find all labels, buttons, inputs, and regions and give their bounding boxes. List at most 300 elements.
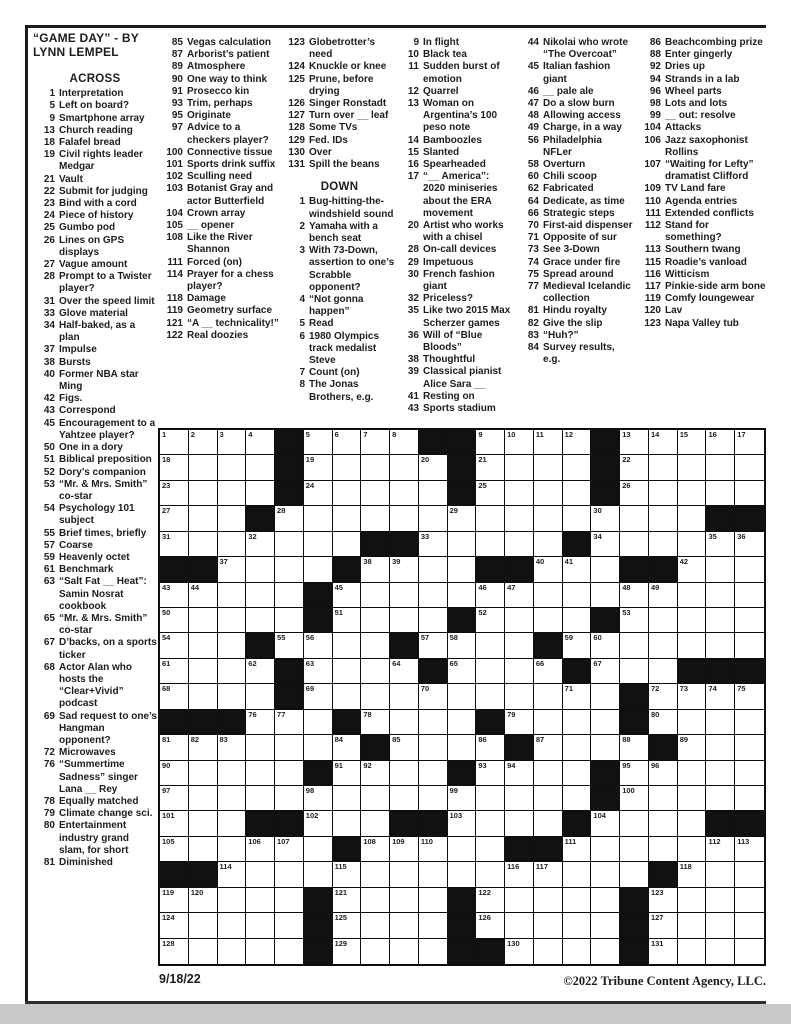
grid-cell[interactable] [218, 761, 247, 786]
grid-cell[interactable] [275, 557, 304, 582]
grid-cell[interactable] [706, 633, 735, 658]
grid-cell[interactable] [649, 481, 678, 506]
grid-cell[interactable] [189, 939, 218, 964]
grid-cell[interactable] [563, 557, 592, 582]
grid-cell[interactable] [361, 888, 390, 913]
grid-cell[interactable] [419, 939, 448, 964]
grid-cell[interactable] [591, 684, 620, 709]
grid-cell[interactable] [649, 506, 678, 531]
grid-cell[interactable] [189, 735, 218, 760]
grid-cell[interactable] [361, 455, 390, 480]
grid-cell[interactable] [706, 481, 735, 506]
grid-cell[interactable] [304, 506, 333, 531]
grid-cell[interactable] [189, 455, 218, 480]
grid-cell[interactable] [246, 557, 275, 582]
grid-cell[interactable] [735, 430, 764, 455]
grid-cell[interactable] [304, 811, 333, 836]
grid-cell[interactable] [160, 608, 189, 633]
grid-cell[interactable] [735, 455, 764, 480]
grid-cell[interactable] [304, 659, 333, 684]
grid-cell[interactable] [620, 481, 649, 506]
grid-cell[interactable] [275, 532, 304, 557]
grid-cell[interactable] [649, 913, 678, 938]
grid-cell[interactable] [591, 735, 620, 760]
grid-cell[interactable] [706, 455, 735, 480]
grid-cell[interactable] [563, 430, 592, 455]
grid-cell[interactable] [160, 684, 189, 709]
grid-cell[interactable] [706, 862, 735, 887]
grid-cell[interactable] [534, 888, 563, 913]
grid-cell[interactable] [534, 532, 563, 557]
grid-cell[interactable] [505, 633, 534, 658]
grid-cell[interactable] [160, 761, 189, 786]
grid-cell[interactable] [476, 913, 505, 938]
grid-cell[interactable] [591, 913, 620, 938]
grid-cell[interactable] [735, 608, 764, 633]
grid-cell[interactable] [246, 786, 275, 811]
grid-cell[interactable] [246, 430, 275, 455]
grid-cell[interactable] [678, 837, 707, 862]
grid-cell[interactable] [218, 455, 247, 480]
grid-cell[interactable] [361, 913, 390, 938]
grid-cell[interactable] [620, 761, 649, 786]
grid-cell[interactable] [160, 735, 189, 760]
grid-cell[interactable] [304, 837, 333, 862]
grid-cell[interactable] [419, 761, 448, 786]
grid-cell[interactable] [304, 430, 333, 455]
grid-cell[interactable] [534, 557, 563, 582]
grid-cell[interactable] [361, 837, 390, 862]
grid-cell[interactable] [189, 659, 218, 684]
grid-cell[interactable] [678, 735, 707, 760]
grid-cell[interactable] [246, 710, 275, 735]
grid-cell[interactable] [534, 608, 563, 633]
grid-cell[interactable] [620, 837, 649, 862]
grid-cell[interactable] [333, 659, 362, 684]
grid-cell[interactable] [505, 659, 534, 684]
grid-cell[interactable] [189, 481, 218, 506]
grid-cell[interactable] [304, 633, 333, 658]
grid-cell[interactable] [419, 837, 448, 862]
grid-cell[interactable] [275, 786, 304, 811]
grid-cell[interactable] [649, 532, 678, 557]
grid-cell[interactable] [304, 532, 333, 557]
grid-cell[interactable] [505, 913, 534, 938]
grid-cell[interactable] [534, 481, 563, 506]
grid-cell[interactable] [476, 888, 505, 913]
grid-cell[interactable] [448, 862, 477, 887]
grid-cell[interactable] [275, 888, 304, 913]
grid-cell[interactable] [361, 608, 390, 633]
grid-cell[interactable] [361, 761, 390, 786]
grid-cell[interactable] [304, 710, 333, 735]
grid-cell[interactable] [735, 939, 764, 964]
grid-cell[interactable] [505, 862, 534, 887]
grid-cell[interactable] [419, 455, 448, 480]
grid-cell[interactable] [706, 786, 735, 811]
grid-cell[interactable] [361, 684, 390, 709]
grid-cell[interactable] [505, 608, 534, 633]
grid-cell[interactable] [678, 608, 707, 633]
grid-cell[interactable] [218, 532, 247, 557]
grid-cell[interactable] [304, 557, 333, 582]
grid-cell[interactable] [246, 837, 275, 862]
grid-cell[interactable] [275, 506, 304, 531]
grid-cell[interactable] [620, 583, 649, 608]
grid-cell[interactable] [361, 430, 390, 455]
grid-cell[interactable] [246, 862, 275, 887]
grid-cell[interactable] [333, 684, 362, 709]
grid-cell[interactable] [390, 455, 419, 480]
grid-cell[interactable] [361, 939, 390, 964]
grid-cell[interactable] [505, 506, 534, 531]
grid-cell[interactable] [534, 659, 563, 684]
grid-cell[interactable] [419, 532, 448, 557]
grid-cell[interactable] [390, 939, 419, 964]
grid-cell[interactable] [563, 837, 592, 862]
grid-cell[interactable] [304, 735, 333, 760]
grid-cell[interactable] [563, 862, 592, 887]
grid-cell[interactable] [476, 761, 505, 786]
grid-cell[interactable] [591, 506, 620, 531]
grid-cell[interactable] [706, 710, 735, 735]
grid-cell[interactable] [505, 761, 534, 786]
grid-cell[interactable] [218, 608, 247, 633]
grid-cell[interactable] [620, 430, 649, 455]
grid-cell[interactable] [246, 659, 275, 684]
grid-cell[interactable] [160, 939, 189, 964]
grid-cell[interactable] [735, 786, 764, 811]
grid-cell[interactable] [419, 481, 448, 506]
grid-cell[interactable] [361, 557, 390, 582]
grid-cell[interactable] [275, 862, 304, 887]
grid-cell[interactable] [189, 786, 218, 811]
grid-cell[interactable] [678, 913, 707, 938]
grid-cell[interactable] [563, 583, 592, 608]
grid-cell[interactable] [160, 786, 189, 811]
grid-cell[interactable] [448, 659, 477, 684]
grid-cell[interactable] [735, 862, 764, 887]
grid-cell[interactable] [160, 583, 189, 608]
grid-cell[interactable] [275, 710, 304, 735]
grid-cell[interactable] [448, 506, 477, 531]
grid-cell[interactable] [534, 506, 563, 531]
grid-cell[interactable] [419, 608, 448, 633]
grid-cell[interactable] [189, 583, 218, 608]
grid-cell[interactable] [591, 532, 620, 557]
grid-cell[interactable] [218, 735, 247, 760]
grid-cell[interactable] [563, 684, 592, 709]
grid-cell[interactable] [218, 837, 247, 862]
grid-cell[interactable] [476, 633, 505, 658]
grid-cell[interactable] [333, 761, 362, 786]
grid-cell[interactable] [419, 710, 448, 735]
grid-cell[interactable] [505, 583, 534, 608]
grid-cell[interactable] [591, 659, 620, 684]
grid-cell[interactable] [218, 481, 247, 506]
grid-cell[interactable] [591, 862, 620, 887]
grid-cell[interactable] [735, 710, 764, 735]
grid-cell[interactable] [649, 608, 678, 633]
grid-cell[interactable] [160, 913, 189, 938]
grid-cell[interactable] [505, 481, 534, 506]
grid-cell[interactable] [505, 455, 534, 480]
grid-cell[interactable] [390, 761, 419, 786]
grid-cell[interactable] [591, 888, 620, 913]
grid-cell[interactable] [246, 455, 275, 480]
grid-cell[interactable] [476, 735, 505, 760]
grid-cell[interactable] [534, 786, 563, 811]
grid-cell[interactable] [620, 811, 649, 836]
grid-cell[interactable] [505, 532, 534, 557]
grid-cell[interactable] [218, 583, 247, 608]
grid-cell[interactable] [735, 888, 764, 913]
grid-cell[interactable] [706, 735, 735, 760]
grid-cell[interactable] [304, 481, 333, 506]
grid-cell[interactable] [218, 633, 247, 658]
grid-cell[interactable] [649, 811, 678, 836]
grid-cell[interactable] [678, 633, 707, 658]
grid-cell[interactable] [563, 506, 592, 531]
grid-cell[interactable] [448, 811, 477, 836]
grid-cell[interactable] [361, 633, 390, 658]
grid-cell[interactable] [505, 939, 534, 964]
grid-cell[interactable] [735, 684, 764, 709]
grid-cell[interactable] [534, 939, 563, 964]
grid-cell[interactable] [563, 710, 592, 735]
grid-cell[interactable] [189, 837, 218, 862]
grid-cell[interactable] [390, 837, 419, 862]
grid-cell[interactable] [534, 583, 563, 608]
grid-cell[interactable] [563, 608, 592, 633]
grid-cell[interactable] [246, 583, 275, 608]
grid-cell[interactable] [678, 557, 707, 582]
grid-cell[interactable] [333, 786, 362, 811]
grid-cell[interactable] [735, 913, 764, 938]
grid-cell[interactable] [678, 481, 707, 506]
grid-cell[interactable] [218, 506, 247, 531]
grid-cell[interactable] [476, 506, 505, 531]
grid-cell[interactable] [333, 608, 362, 633]
grid-cell[interactable] [563, 455, 592, 480]
grid-cell[interactable] [333, 939, 362, 964]
grid-cell[interactable] [246, 888, 275, 913]
grid-cell[interactable] [649, 659, 678, 684]
grid-cell[interactable] [160, 837, 189, 862]
grid-cell[interactable] [189, 633, 218, 658]
grid-cell[interactable] [448, 532, 477, 557]
grid-cell[interactable] [534, 430, 563, 455]
grid-cell[interactable] [505, 684, 534, 709]
grid-cell[interactable] [706, 430, 735, 455]
grid-cell[interactable] [333, 811, 362, 836]
grid-cell[interactable] [649, 710, 678, 735]
grid-cell[interactable] [706, 761, 735, 786]
grid-cell[interactable] [390, 684, 419, 709]
grid-cell[interactable] [620, 608, 649, 633]
grid-cell[interactable] [390, 888, 419, 913]
grid-cell[interactable] [333, 455, 362, 480]
grid-cell[interactable] [448, 710, 477, 735]
grid-cell[interactable] [218, 888, 247, 913]
grid-cell[interactable] [706, 557, 735, 582]
grid-cell[interactable] [649, 786, 678, 811]
grid-cell[interactable] [735, 532, 764, 557]
grid-cell[interactable] [304, 786, 333, 811]
grid-cell[interactable] [534, 684, 563, 709]
grid-cell[interactable] [620, 735, 649, 760]
grid-cell[interactable] [706, 608, 735, 633]
grid-cell[interactable] [448, 583, 477, 608]
grid-cell[interactable] [534, 710, 563, 735]
grid-cell[interactable] [246, 939, 275, 964]
grid-cell[interactable] [563, 761, 592, 786]
grid-cell[interactable] [218, 659, 247, 684]
grid-cell[interactable] [390, 913, 419, 938]
grid-cell[interactable] [706, 888, 735, 913]
grid-cell[interactable] [160, 532, 189, 557]
grid-cell[interactable] [419, 557, 448, 582]
grid-cell[interactable] [735, 735, 764, 760]
grid-cell[interactable] [534, 735, 563, 760]
grid-cell[interactable] [448, 735, 477, 760]
grid-cell[interactable] [361, 481, 390, 506]
grid-cell[interactable] [275, 913, 304, 938]
grid-cell[interactable] [706, 837, 735, 862]
grid-cell[interactable] [275, 837, 304, 862]
grid-cell[interactable] [563, 786, 592, 811]
grid-cell[interactable] [649, 633, 678, 658]
grid-cell[interactable] [246, 532, 275, 557]
grid-cell[interactable] [333, 888, 362, 913]
grid-cell[interactable] [591, 939, 620, 964]
grid-cell[interactable] [189, 532, 218, 557]
grid-cell[interactable] [735, 633, 764, 658]
grid-cell[interactable] [189, 430, 218, 455]
grid-cell[interactable] [563, 481, 592, 506]
grid-cell[interactable] [160, 659, 189, 684]
grid-cell[interactable] [419, 913, 448, 938]
grid-cell[interactable] [678, 710, 707, 735]
grid-cell[interactable] [534, 913, 563, 938]
grid-cell[interactable] [275, 939, 304, 964]
grid-cell[interactable] [505, 710, 534, 735]
grid-cell[interactable] [678, 583, 707, 608]
grid-cell[interactable] [620, 786, 649, 811]
grid-cell[interactable] [505, 811, 534, 836]
grid-cell[interactable] [620, 506, 649, 531]
grid-cell[interactable] [476, 608, 505, 633]
grid-cell[interactable] [390, 506, 419, 531]
grid-cell[interactable] [189, 506, 218, 531]
grid-cell[interactable] [160, 506, 189, 531]
grid-cell[interactable] [419, 888, 448, 913]
grid-cell[interactable] [218, 557, 247, 582]
grid-cell[interactable] [304, 684, 333, 709]
grid-cell[interactable] [678, 532, 707, 557]
grid-cell[interactable] [476, 481, 505, 506]
grid-cell[interactable] [361, 710, 390, 735]
grid-cell[interactable] [333, 583, 362, 608]
grid-cell[interactable] [160, 455, 189, 480]
grid-cell[interactable] [735, 583, 764, 608]
grid-cell[interactable] [419, 862, 448, 887]
grid-cell[interactable] [678, 888, 707, 913]
grid-cell[interactable] [218, 430, 247, 455]
grid-cell[interactable] [563, 735, 592, 760]
grid-cell[interactable] [361, 583, 390, 608]
grid-cell[interactable] [419, 633, 448, 658]
grid-cell[interactable] [448, 557, 477, 582]
grid-cell[interactable] [448, 633, 477, 658]
grid-cell[interactable] [476, 583, 505, 608]
grid-cell[interactable] [246, 913, 275, 938]
grid-cell[interactable] [563, 939, 592, 964]
grid-cell[interactable] [649, 888, 678, 913]
grid-cell[interactable] [706, 583, 735, 608]
grid-cell[interactable] [189, 888, 218, 913]
grid-cell[interactable] [678, 684, 707, 709]
grid-cell[interactable] [361, 786, 390, 811]
grid-cell[interactable] [505, 786, 534, 811]
grid-cell[interactable] [678, 786, 707, 811]
grid-cell[interactable] [419, 735, 448, 760]
grid-cell[interactable] [476, 862, 505, 887]
grid-cell[interactable] [419, 684, 448, 709]
grid-cell[interactable] [275, 633, 304, 658]
grid-cell[interactable] [678, 506, 707, 531]
grid-cell[interactable] [476, 684, 505, 709]
grid-cell[interactable] [189, 608, 218, 633]
grid-cell[interactable] [390, 735, 419, 760]
grid-cell[interactable] [678, 430, 707, 455]
grid-cell[interactable] [390, 862, 419, 887]
grid-cell[interactable] [390, 659, 419, 684]
grid-cell[interactable] [189, 811, 218, 836]
grid-cell[interactable] [304, 455, 333, 480]
grid-cell[interactable] [361, 811, 390, 836]
grid-cell[interactable] [620, 862, 649, 887]
grid-cell[interactable] [246, 684, 275, 709]
grid-cell[interactable] [476, 837, 505, 862]
grid-cell[interactable] [735, 557, 764, 582]
grid-cell[interactable] [649, 761, 678, 786]
grid-cell[interactable] [476, 786, 505, 811]
grid-cell[interactable] [160, 633, 189, 658]
grid-cell[interactable] [390, 430, 419, 455]
grid-cell[interactable] [563, 633, 592, 658]
grid-cell[interactable] [448, 684, 477, 709]
grid-cell[interactable] [534, 862, 563, 887]
grid-cell[interactable] [160, 888, 189, 913]
grid-cell[interactable] [448, 786, 477, 811]
grid-cell[interactable] [649, 684, 678, 709]
grid-cell[interactable] [476, 811, 505, 836]
grid-cell[interactable] [649, 583, 678, 608]
grid-cell[interactable] [649, 430, 678, 455]
grid-cell[interactable] [419, 506, 448, 531]
grid-cell[interactable] [218, 684, 247, 709]
grid-cell[interactable] [333, 735, 362, 760]
grid-cell[interactable] [390, 786, 419, 811]
grid-cell[interactable] [591, 710, 620, 735]
grid-cell[interactable] [246, 761, 275, 786]
grid-cell[interactable] [275, 735, 304, 760]
grid-cell[interactable] [706, 913, 735, 938]
grid-cell[interactable] [534, 761, 563, 786]
grid-cell[interactable] [706, 532, 735, 557]
grid-cell[interactable] [620, 659, 649, 684]
